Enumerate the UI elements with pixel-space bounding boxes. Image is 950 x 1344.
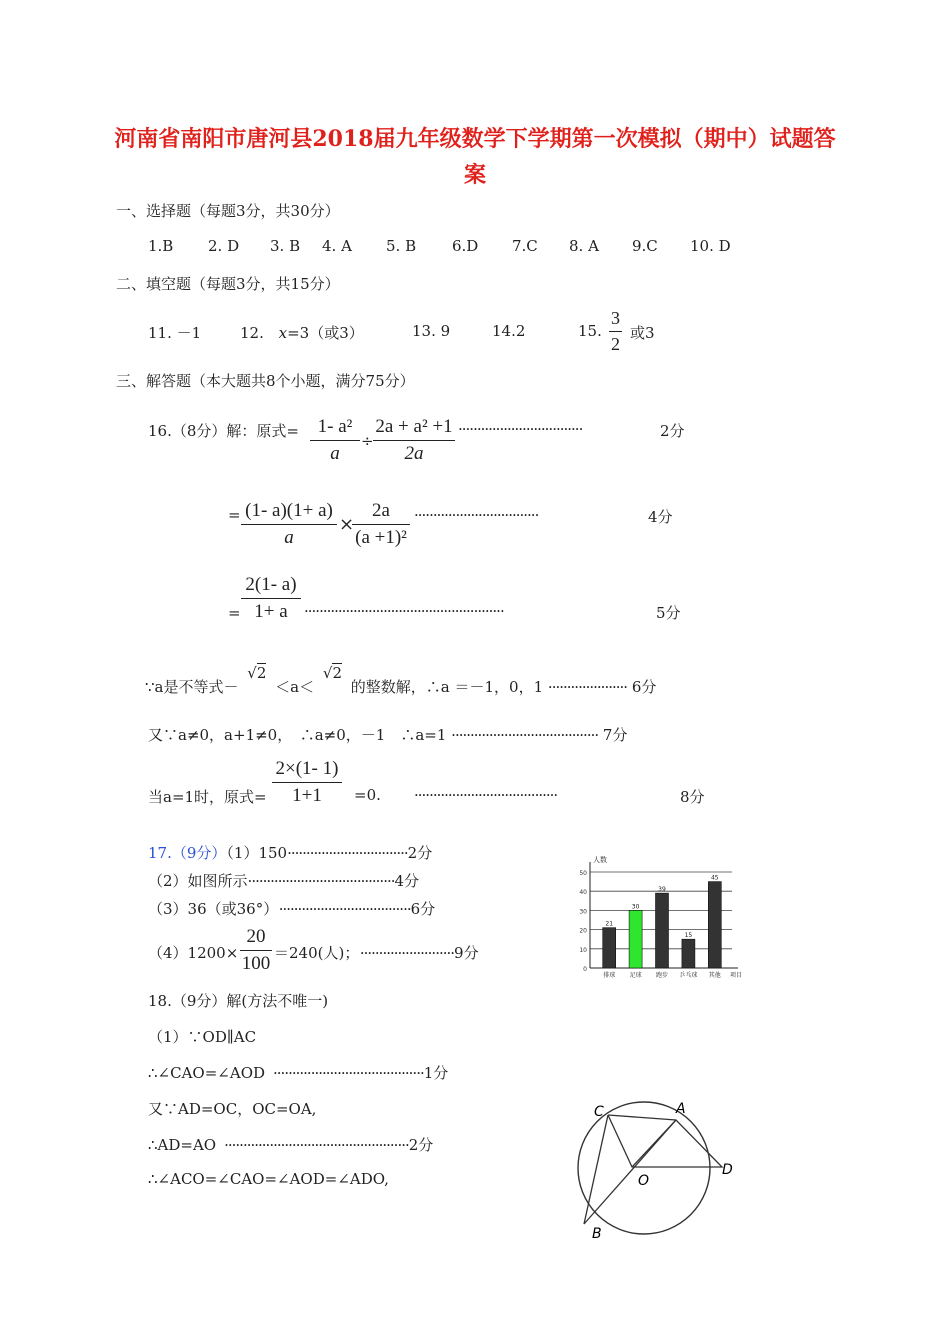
segment-oa	[632, 1120, 676, 1167]
score-leader: ·····················	[547, 678, 628, 696]
label-d: D	[722, 1162, 733, 1178]
q17-part-4-a: （4）1200×	[148, 944, 239, 962]
score-leader: ································	[287, 844, 408, 862]
q16-score-4: 6分	[631, 678, 657, 696]
answer-12	[240, 322, 364, 343]
q18-line-2-text: ∴∠CAO=∠AOD	[148, 1064, 266, 1082]
equals-sign: =	[228, 604, 241, 622]
q17-line-1	[148, 842, 432, 863]
sqrt-radicand: 2	[256, 664, 267, 682]
label-b: B	[592, 1226, 602, 1242]
answer-8: 8. A	[569, 237, 599, 255]
answer-6: 6.D	[452, 237, 479, 255]
q17-score-3: 6分	[410, 900, 436, 918]
sqrt-2-left: √2	[247, 664, 267, 682]
q16-label: 16.（8分）解：原式=	[148, 422, 299, 440]
y-tick-label: 40	[579, 889, 587, 897]
q16-fraction-3	[241, 500, 337, 549]
q17-score-1: 2分	[407, 844, 433, 862]
score-leader: ·····················································	[304, 602, 504, 620]
q16-score-3: 5分	[656, 604, 681, 622]
answer-7: 7.C	[512, 237, 538, 255]
q16-fraction-2	[373, 416, 455, 465]
q16-fraction-1	[310, 416, 360, 465]
q17-fraction	[240, 926, 272, 975]
answer-15-suffix: 或3	[630, 324, 655, 342]
fraction-denominator: 1+ a	[254, 601, 288, 622]
fraction-numerator: (1- a)(1+ a)	[245, 500, 333, 521]
y-tick-label: 30	[579, 908, 587, 916]
answer-1: 1.B	[148, 237, 174, 255]
circle-figure	[568, 1096, 748, 1246]
answer-15-prefix: 15.	[578, 322, 602, 340]
q16-fraction-6	[272, 758, 342, 807]
q18-line-1: （1）∵OD∥AC	[148, 1028, 257, 1046]
category-label: 排球	[603, 972, 616, 979]
fraction-numerator: 20	[246, 926, 266, 947]
answer-2: 2. D	[208, 237, 240, 255]
score-leader: ·································	[458, 420, 583, 438]
segment-cb	[584, 1115, 608, 1224]
inequality-text-b: ＜a＜	[275, 678, 315, 696]
q16-fraction-4	[352, 500, 410, 549]
data-label: 15	[684, 932, 693, 940]
answer-9: 9.C	[632, 237, 658, 255]
q16-line-4	[145, 664, 657, 697]
category-label: 足球	[629, 972, 642, 979]
fraction-numerator: 2a	[372, 500, 390, 521]
q18-line-4-text: ∴AD=AO	[148, 1136, 217, 1154]
category-label: 乒乓球	[679, 972, 698, 979]
label-c: C	[594, 1104, 604, 1120]
q16-line-5-text: 又∵a≠0，a+1≠0， ∴a≠0，－1 ∴a=1	[148, 726, 447, 744]
sqrt-radicand: 2	[332, 664, 343, 682]
answer-3: 3. B	[270, 237, 301, 255]
q17-line-4-b	[274, 942, 479, 963]
q16-score-5: 7分	[602, 726, 628, 744]
q17-line-2	[148, 870, 419, 891]
x-axis-label: 项目	[730, 972, 743, 979]
q18-line-4	[148, 1134, 433, 1155]
q16-score-1: 2分	[660, 422, 685, 440]
data-label: 45	[710, 874, 719, 882]
answer-14: 14.2	[492, 322, 526, 340]
category-label: 跑步	[655, 972, 669, 979]
q16-score-2: 4分	[648, 508, 673, 526]
q16-line-6-b: =0.	[354, 786, 381, 804]
q17-part-1: （1）150	[226, 844, 288, 862]
y-tick-label: 50	[579, 870, 587, 877]
circle	[578, 1102, 710, 1234]
answer-10: 10. D	[690, 237, 731, 255]
answer-12-prefix: 12.	[240, 324, 264, 342]
q17-score-4: 9分	[454, 944, 479, 962]
y-axis-label: 人数	[593, 856, 607, 864]
answer-15-fraction	[609, 308, 622, 355]
q18-score-2: 1分	[423, 1064, 449, 1082]
page-title-continued: 案	[463, 162, 486, 188]
q18-label: 18.（9分）解(方法不唯一)	[148, 992, 329, 1010]
fraction-denominator: (a +1)²	[355, 527, 407, 548]
fraction-numerator: 3	[611, 308, 620, 328]
fraction-denominator: 2	[611, 334, 620, 354]
q18-line-3: 又∵AD=OC，OC=OA,	[148, 1100, 317, 1118]
q17-part-3: （3）36（或36°）	[148, 900, 271, 918]
fraction-denominator: a	[284, 527, 294, 548]
score-leader: ······································	[414, 786, 558, 804]
answer-5: 5. B	[386, 237, 417, 255]
score-leader: ·························	[359, 944, 455, 962]
answer-4: 4. A	[322, 237, 352, 255]
fraction-numerator: 2(1- a)	[245, 574, 297, 595]
q18-score-4: 2分	[408, 1136, 434, 1154]
choice-answers	[148, 237, 731, 255]
answer-12-var: x	[278, 324, 288, 342]
q18-line-2	[148, 1062, 448, 1083]
fraction-numerator: 2×(1- 1)	[275, 758, 339, 779]
fraction-numerator: 2a + a² +1	[375, 416, 453, 437]
bar	[682, 939, 695, 968]
category-label: 其他	[708, 972, 721, 979]
q17-label: 17.（9分）	[148, 844, 227, 862]
score-leader: ·················································	[224, 1136, 409, 1154]
inequality-text-a: ∵a是不等式－	[145, 678, 239, 696]
answer-12-rest: =3（或3）	[287, 324, 364, 342]
y-tick-label: 10	[579, 946, 587, 954]
bar	[603, 928, 616, 968]
section-3-heading: 三、解答题（本大题共8个小题，满分75分）	[116, 372, 415, 390]
score-leader: ···································	[278, 900, 411, 918]
section-2-heading: 二、填空题（每题3分，共15分）	[116, 275, 340, 293]
fraction-denominator: a	[330, 443, 340, 464]
q17-part-4-b: ＝240(人)；	[274, 944, 352, 962]
bar	[656, 893, 669, 968]
fraction-denominator: 1+1	[292, 785, 322, 806]
label-a: A	[676, 1101, 686, 1117]
equals-sign: =	[228, 506, 241, 524]
y-tick-label: 0	[583, 966, 587, 973]
answer-13: 13. 9	[412, 322, 451, 340]
q18-line-5: ∴∠ACO=∠CAO=∠AOD=∠ADO,	[148, 1170, 389, 1188]
answer-11: 11. －1	[148, 324, 202, 342]
fraction-denominator: 100	[241, 953, 271, 974]
bar	[629, 910, 642, 968]
q16-fraction-5	[241, 574, 301, 623]
sqrt-2-right: √2	[322, 664, 343, 682]
y-tick-label: 20	[579, 927, 587, 935]
fraction-numerator: 1- a²	[317, 416, 353, 437]
bar	[708, 882, 721, 968]
score-leader: ·································	[414, 506, 539, 524]
section-1-heading: 一、选择题（每题3分，共30分）	[116, 202, 340, 220]
data-label: 30	[631, 903, 640, 911]
data-label: 39	[658, 886, 666, 894]
q16-score-6: 8分	[680, 788, 705, 806]
score-leader: ·······································	[451, 726, 599, 744]
score-leader: ········································	[273, 1064, 424, 1082]
page-title: 河南省南阳市唐河县2018届九年级数学下学期第一次模拟（期中）试题答	[114, 126, 836, 152]
q17-score-2: 4分	[394, 872, 420, 890]
division-sign: ÷	[361, 432, 374, 450]
bar-chart	[568, 852, 743, 980]
inequality-text-c: 的整数解，∴a ＝－1，0，1	[350, 678, 544, 696]
times-sign: ×	[339, 514, 355, 535]
q17-part-2: （2）如图所示	[148, 872, 248, 890]
q17-line-3	[148, 898, 435, 919]
q16-line-6-a: 当a=1时，原式=	[148, 788, 267, 806]
q16-line-5	[148, 724, 627, 745]
data-label: 21	[605, 920, 614, 928]
label-o: O	[638, 1173, 650, 1189]
fraction-denominator: 2a	[404, 443, 424, 464]
score-leader: ·······································	[247, 872, 395, 890]
